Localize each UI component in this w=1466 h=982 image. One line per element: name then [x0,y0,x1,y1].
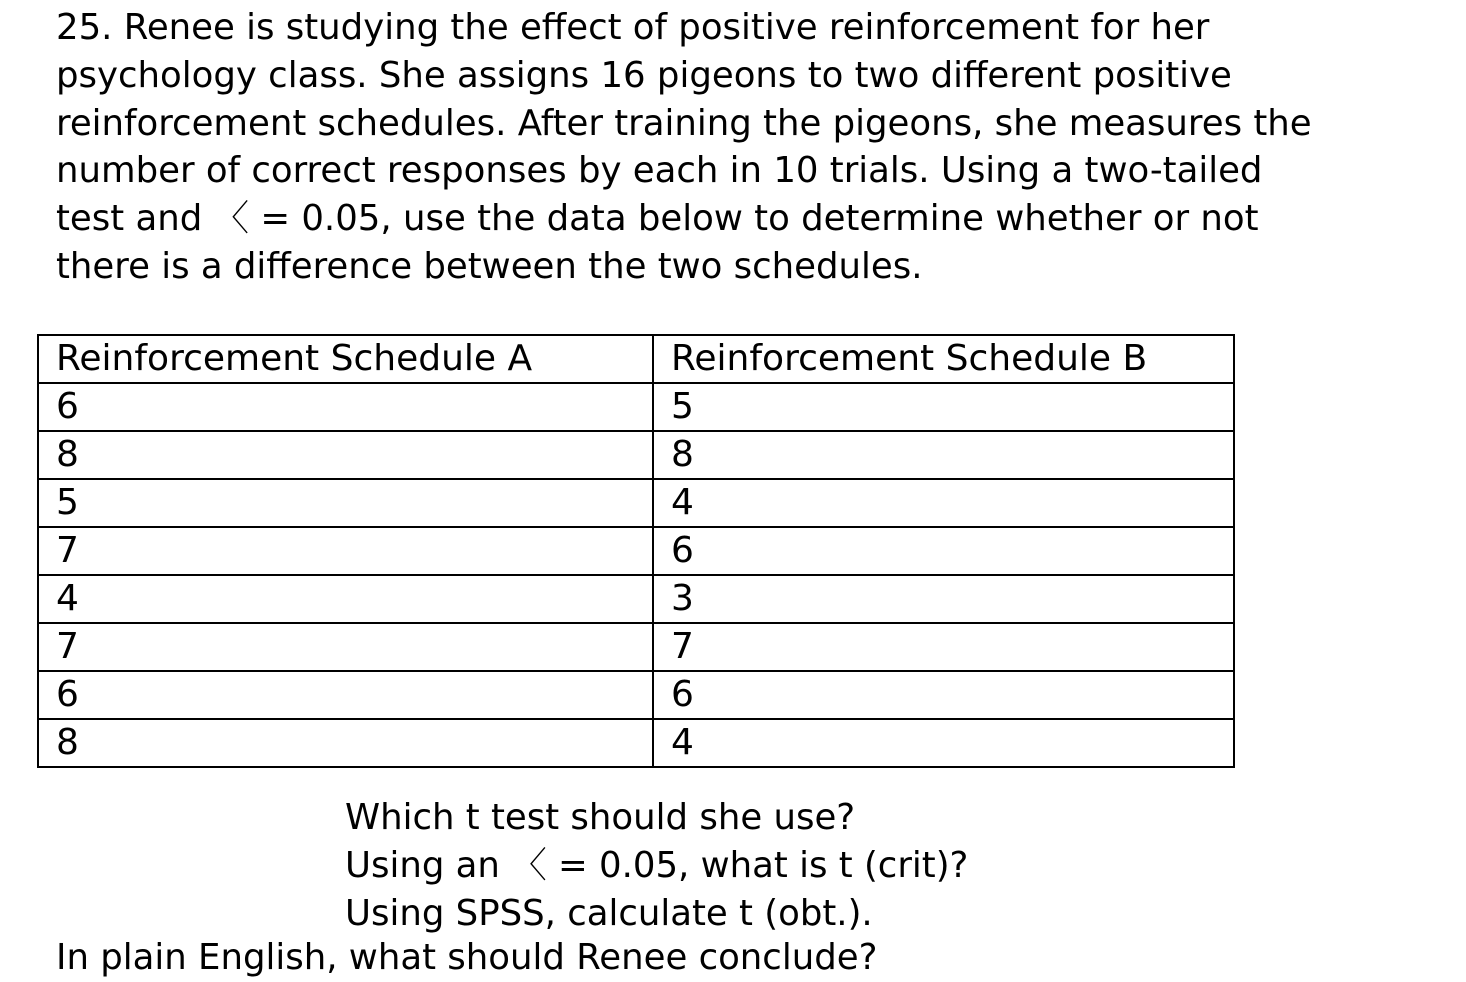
cell-schedule-b: 4 [653,479,1234,527]
cell-schedule-b: 6 [653,527,1234,575]
question-which-test: Which t test should she use? [345,797,856,838]
problem-line: 25. Renee is studying the effect of positive reinforcement for her [56,7,1210,48]
table-row [38,671,1234,719]
problem-line: there is a difference between the two schedules. [56,245,923,287]
cell-schedule-a: 8 [38,719,653,767]
header-schedule-b: Reinforcement Schedule B [653,335,1234,383]
cell-schedule-b: 8 [653,431,1234,479]
problem-line: psychology class. She assigns 16 pigeons to two different positive [56,54,1232,96]
table-header-row [38,335,1234,383]
cell-schedule-a: 7 [38,623,653,671]
table-row [38,383,1234,431]
cell-schedule-b: 4 [653,719,1234,767]
table-row [38,431,1234,479]
table-row [38,719,1234,767]
cell-schedule-a: 5 [38,479,653,527]
cell-schedule-a: 6 [38,383,653,431]
problem-statement [56,4,1461,291]
cutoff-question-line: In plain English, what should Renee conclude? [56,937,878,978]
data-table [37,334,1235,768]
problem-line: reinforcement schedules. After training the pigeons, she measures the [56,102,1312,144]
cell-schedule-b: 3 [653,575,1234,623]
header-schedule-a: Reinforcement Schedule A [38,335,653,383]
cell-schedule-b: 6 [653,671,1234,719]
cell-schedule-b: 7 [653,623,1234,671]
question-t-obt: Using SPSS, calculate t (obt.). [345,892,873,934]
question-t-crit: Using an 〈 = 0.05, what is t (crit)? [345,844,969,886]
cell-schedule-b: 5 [653,383,1234,431]
table-row [38,575,1234,623]
table-row [38,479,1234,527]
problem-line: number of correct responses by each in 10 trials. Using a two-tailed [56,150,1263,192]
cell-schedule-a: 6 [38,671,653,719]
cell-schedule-a: 8 [38,431,653,479]
table-row [38,527,1234,575]
question-list [345,794,968,937]
cell-schedule-a: 7 [38,527,653,575]
table-row [38,623,1234,671]
cell-schedule-a: 4 [38,575,653,623]
problem-line: test and 〈 = 0.05, use the data below to determine whether or not [56,198,1259,240]
